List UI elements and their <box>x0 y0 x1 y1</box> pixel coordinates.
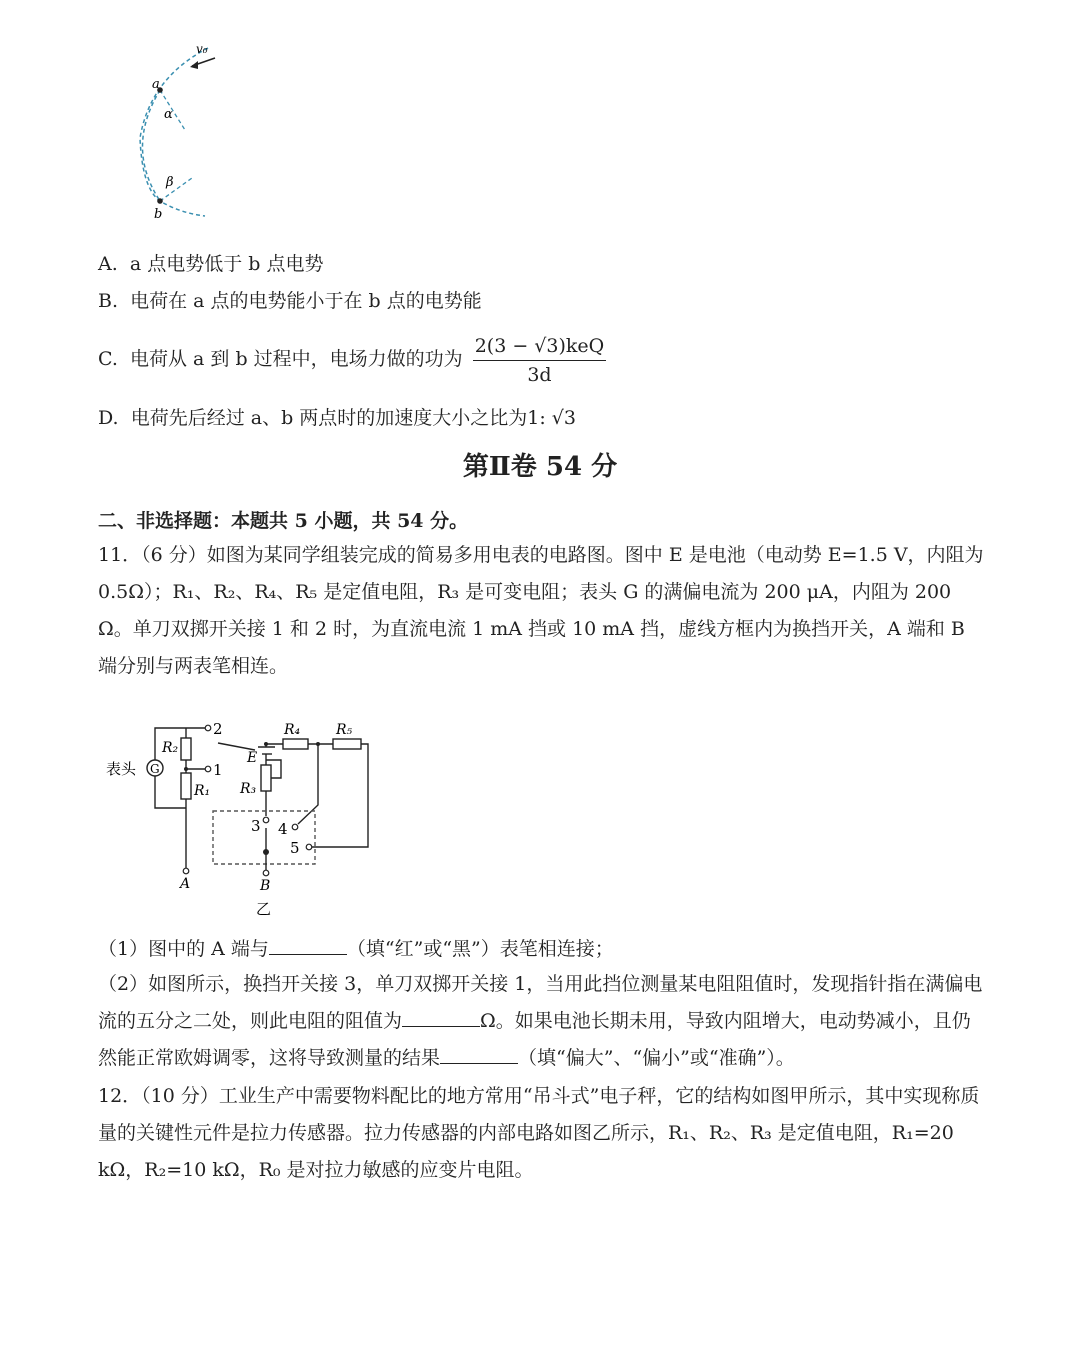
sub2-middle: Ω。如果电池长期未用，导致内阻增大，电动势减小，且仍然能正常欧姆调零，这将导致测量的结果 <box>98 1010 971 1069</box>
label-n2: 2 <box>213 720 223 738</box>
question-11-sub1 <box>98 937 614 961</box>
label-e: E <box>247 750 258 766</box>
node-dot-1 <box>184 767 188 771</box>
point-b-dot <box>157 198 163 204</box>
option-b-letter: B. <box>98 290 119 312</box>
node-dot-3 <box>316 742 320 746</box>
sub1-suffix: （填“红”或“黑”）表笔相连接； <box>346 938 614 960</box>
option-c <box>98 334 606 386</box>
beta-line <box>160 178 192 201</box>
option-b <box>98 289 482 313</box>
switch-blade <box>218 743 255 750</box>
label-r3: R₃ <box>240 781 257 797</box>
fraction-denominator: 3d <box>527 363 552 386</box>
option-c-letter: C. <box>98 348 118 370</box>
field-arc <box>143 90 161 201</box>
node-dot-2 <box>264 742 268 746</box>
trajectory-figure <box>120 38 240 228</box>
label-r1: R₁ <box>194 783 211 799</box>
resistor-r3 <box>261 765 271 791</box>
resistor-r4 <box>283 739 308 749</box>
section-heading: 二、非选择题：本题共 5 小题，共 54 分。 <box>98 510 469 532</box>
label-n4: 4 <box>278 820 288 838</box>
option-b-text: 电荷在 a 点的电势能小于在 b 点的电势能 <box>130 290 482 312</box>
alpha-label: α <box>164 107 173 122</box>
label-r2: R₂ <box>162 740 179 756</box>
arrow-head-icon <box>190 61 198 69</box>
option-a <box>98 252 323 276</box>
resistor-r1 <box>181 773 191 799</box>
question-11-text: 11．（6 分）如图为某同学组装完成的简易多用电表的电路图。图中 E 是电池（电动势 E=1.5 V，内阻为 0.5Ω）；R₁、R₂、R₄、R₅ 是定值电阻，R₃ 是可变电阻；表头 G 的满偏电流为 200 μA，内阻为 200 Ω。单刀双掷开关接 1 和 2 时，为直流电流 1 mA 挡或 10 mA 挡，虚线方框内为换挡开关，A 端和 B 端分别与两表笔相连。 <box>98 544 984 677</box>
answer-blank-2[interactable] <box>402 1010 480 1027</box>
point-b-label: b <box>154 207 163 222</box>
label-n5: 5 <box>290 839 300 857</box>
option-a-letter: A. <box>98 253 118 275</box>
v0-label: v₀ <box>196 42 208 56</box>
option-d-text: 电荷先后经过 a、b 两点时的加速度大小之比为1: √3 <box>130 407 576 429</box>
question-11-sub2 <box>98 966 988 1077</box>
answer-blank-3[interactable] <box>440 1047 518 1064</box>
option-d <box>98 406 576 430</box>
resistor-r5 <box>333 739 361 749</box>
option-c-text: 电荷从 a 到 b 过程中，电场力做的功为 <box>130 348 463 370</box>
label-a: A <box>180 876 191 892</box>
label-r4: R₄ <box>284 722 301 738</box>
option-c-fraction <box>473 335 607 386</box>
part-title: 第Ⅱ卷 54 分 <box>462 452 618 482</box>
wire-mid-to-4 <box>298 744 318 824</box>
sub2-prefix: （2）如图所示，换挡开关接 3，单刀双掷开关接 1，当用此挡位测量某电阻阻值时，发现指针指在满偏电流的五分之二处，则此电阻的阻值为 <box>98 973 983 1032</box>
terminal-3 <box>263 817 269 823</box>
pivot-dot <box>263 849 269 855</box>
terminal-1 <box>205 766 211 772</box>
answer-blank-1[interactable] <box>269 938 347 955</box>
fraction-numerator: 2(3 − √3)keQ <box>473 335 607 361</box>
terminal-5 <box>306 844 312 850</box>
label-n1: 1 <box>213 761 223 779</box>
question-12-text: 12．（10 分）工业生产中需要物料配比的地方常用“吊斗式”电子秤，它的结构如图甲所示，其中实现称质量的关键性元件是拉力传感器。拉力传感器的内部电路如图乙所示，R₁、R₂、R₃ 是定值电阻，R₁=20 kΩ，R₂=10 kΩ，R₀ 是对拉力敏感的应变片电阻。 <box>98 1085 980 1181</box>
figure-caption: 乙 <box>256 900 272 918</box>
point-a-label: a <box>152 77 160 92</box>
sub2-suffix: （填“偏大”、“偏小”或“准确”）。 <box>518 1047 795 1069</box>
sub1-prefix: （1）图中的 A 端与 <box>98 938 269 960</box>
label-r5: R₅ <box>336 722 353 738</box>
terminal-a <box>183 868 189 874</box>
meter-label: 表头 <box>106 760 137 778</box>
option-a-text: a 点电势低于 b 点电势 <box>129 253 324 275</box>
beta-label: β <box>166 175 174 190</box>
terminal-b <box>263 870 269 876</box>
galvanometer-g: G <box>150 762 160 776</box>
option-d-letter: D. <box>98 407 119 429</box>
label-n3: 3 <box>251 817 261 835</box>
wire-r5-to-5 <box>312 744 368 847</box>
terminal-4 <box>292 824 298 830</box>
circuit-diagram <box>100 710 390 920</box>
resistor-r2 <box>181 738 191 760</box>
terminal-2 <box>205 725 211 731</box>
label-b: B <box>260 878 271 894</box>
